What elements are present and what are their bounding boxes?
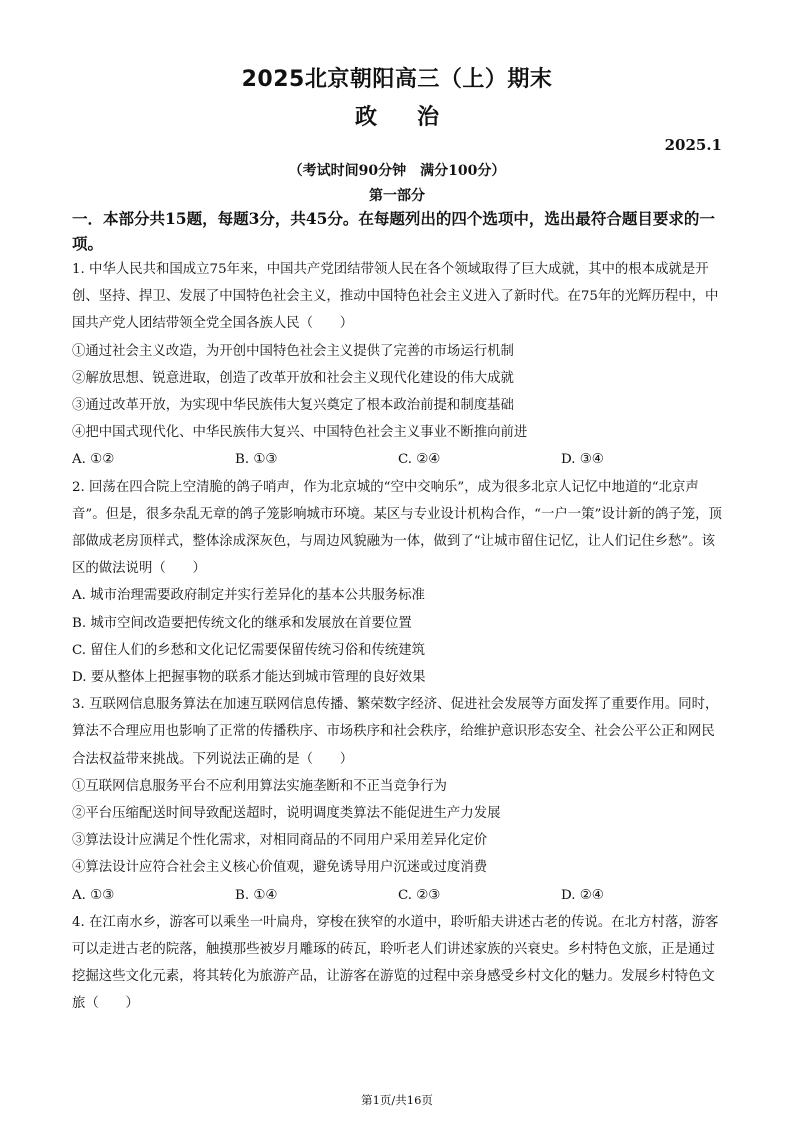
option-b: B. ①④ [235,887,278,903]
section-instructions: 一．本部分共15题，每题3分，共45分。在每题列出的四个选项中，选出最符合题目要求的一项。 [72,209,715,253]
option-a: A. ①② [72,452,115,468]
option-b: B. ①③ [235,452,278,468]
option-a: A. 城市治理需要政府制定并实行差异化的基本公共服务标准 [72,588,425,604]
question-statement: ①通过社会主义改造，为开创中国特色社会主义提供了完善的市场运行机制 [72,343,514,359]
answer-options [72,446,724,473]
option-c: C. 留住人们的乡愁和文化记忆需要保留传统习俗和传统建筑 [72,642,426,658]
subject-title: 政治 [354,105,479,130]
option-c: C. ②③ [398,887,441,903]
question-3 [72,691,724,909]
question-statement: ④算法设计应符合社会主义核心价值观，避免诱导用户沉迷或过度消费 [72,860,488,876]
question-stem: 2. 回荡在四合院上空清脆的鸽子哨声，作为北京城的“空中交响乐”，成为很多北京人记忆中地道的“北京声音”。但是，很多杂乱无章的鸽子笼影响城市环境。某区与专业设计机构合作，“一户一策”设计新的鸽子笼，顶部做成老房顶样式，整体涂成深灰色，与周边风貌融为一体，做到了“让城市留住记忆，让人们记住乡愁”。该区的做法说明（ ） [72,479,722,577]
question-stem: 1. 中华人民共和国成立75年来，中国共产党团结带领人民在各个领域取得了巨大成就，其中的根本成就是开创、坚持、捍卫、发展了中国特色社会主义，推动中国特色社会主义进入了新时代。在75年的光辉历程中，中国共产党人团结带领全党全国各族人民（ ） [72,262,719,332]
page-number: 第1页/共16页 [361,1093,433,1107]
question-stem: 4. 在江南水乡，游客可以乘坐一叶扁舟，穿梭在狭窄的水道中，聆听船夫讲述古老的传说。在北方村落，游客可以走进古老的院落，触摸那些被岁月雕琢的砖瓦，聆听老人们讲述家族的兴衰史。乡村特色文旅，正是通过挖掘这些文化元素，将其转化为旅游产品，让游客在游览的过程中亲身感受乡村文化的魅力。发展乡村特色文旅（ ） [72,914,719,1012]
option-d: D. ②④ [561,887,604,903]
answer-options [72,882,724,909]
option-a: A. ①③ [72,887,115,903]
question-statement: ③算法设计应满足个性化需求，对相同商品的不同用户采用差异化定价 [72,833,488,849]
option-b: B. 城市空间改造要把传统文化的继承和发展放在首要位置 [72,615,412,631]
question-4 [72,909,724,1018]
question-stem: 3. 互联网信息服务算法在加速互联网信息传播、繁荣数字经济、促进社会发展等方面发挥了重要作用。同时，算法不合理应用也影响了正常的传播秩序、市场秩序和社会秩序，给维护意识形态安全、社会公平公正和网民合法权益带来挑战。下列说法正确的是（ ） [72,697,719,767]
exam-date: 2025.1 [664,136,722,154]
question-statement: ②解放思想、锐意进取，创造了改革开放和社会主义现代化建设的伟大成就 [72,370,514,386]
option-c: C. ②④ [398,452,441,468]
option-d: D. ③④ [561,452,604,468]
exam-title: 2025北京朝阳高三（上）期末 [241,67,553,92]
exam-info: （考试时间90分钟 满分100分） [288,163,506,179]
question-statement: ④把中国式现代化、中华民族伟大复兴、中国特色社会主义事业不断推向前进 [72,425,528,441]
question-statement: ①互联网信息服务平台不应利用算法实施垄断和不正当竞争行为 [72,778,447,794]
question-statement: ③通过改革开放，为实现中华民族伟大复兴奠定了根本政治前提和制度基础 [72,398,514,414]
question-1 [72,256,724,474]
question-statement: ②平台压缩配送时间导致配送超时，说明调度类算法不能促进生产力发展 [72,806,501,822]
option-d: D. 要从整体上把握事物的联系才能达到城市管理的良好效果 [72,670,426,686]
part-title: 第一部分 [369,188,425,204]
question-list [72,256,724,1018]
question-2 [72,474,724,692]
